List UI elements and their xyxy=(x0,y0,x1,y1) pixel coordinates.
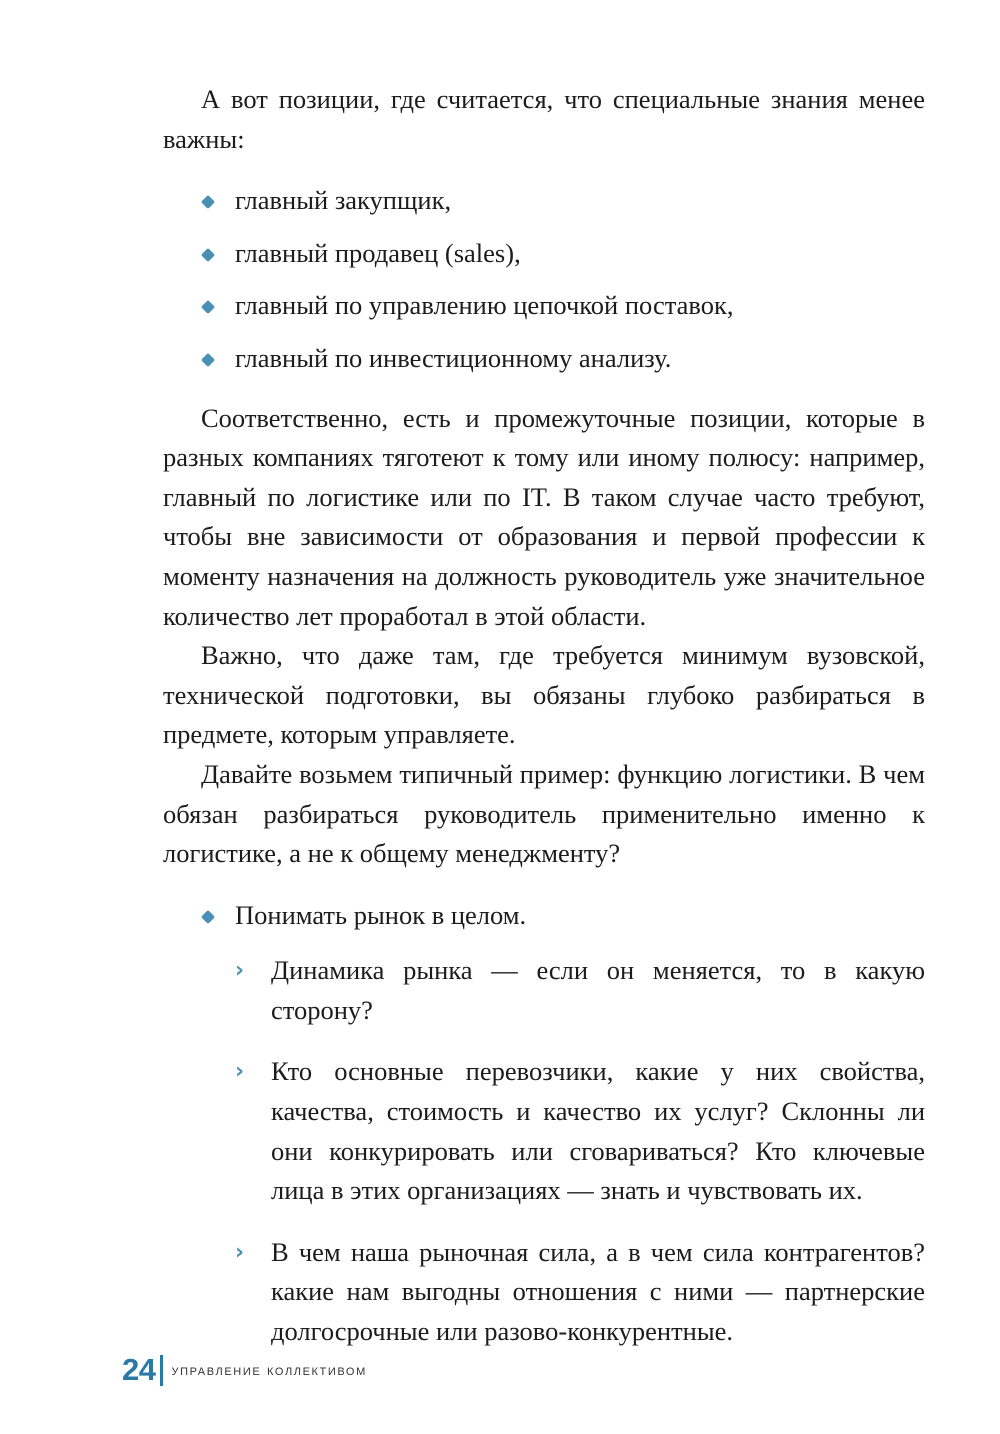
list-item-text: главный по управлению цепочкой поставок, xyxy=(235,290,734,321)
list-item xyxy=(163,896,925,1352)
chevron-right-icon: › xyxy=(235,1059,245,1085)
diamond-bullet-icon xyxy=(201,248,215,262)
list-item xyxy=(163,339,925,379)
body-paragraph: Давайте возьмем типичный пример: функцию логистики. В чем обязан разбираться руководитель применительно именно к логистике, а не к общему менеджменту? xyxy=(163,758,925,869)
body-paragraph: Соответственно, есть и промежуточные позиции, которые в разных компаниях тяготеют к тому или иному полюсу: например, главный по логистике или по IT. В таком случае часто требуют, чтобы вне зависимости от образования и первой профессии к моменту назначения на должность руководитель уже значительное количество лет проработал в этой области. xyxy=(163,402,925,631)
sub-list xyxy=(235,951,925,1351)
diamond-bullet-icon xyxy=(201,300,215,314)
sub-list-item xyxy=(163,1233,925,1352)
list-item-text: главный продавец (sales), xyxy=(235,237,521,268)
list-item-text: Понимать рынок в целом. xyxy=(235,899,527,930)
running-head: управление коллективом xyxy=(171,1361,367,1379)
sub-list-item xyxy=(163,951,925,1030)
list-item xyxy=(163,181,925,221)
intro-paragraph: А вот позиции, где считается, что специальные знания менее важны: xyxy=(163,84,925,154)
list-item xyxy=(163,234,925,274)
logistics-list xyxy=(163,896,925,1352)
sub-list-item-text: Кто основные перевозчики, какие у них свойства, качества, стоимость и качество их услуг? Склонны ли они конкурировать или сговариваться? Кто ключевые лица в этих организациях — знать и чувствовать их. xyxy=(271,1056,925,1206)
diamond-bullet-icon xyxy=(201,353,215,367)
list-item xyxy=(163,286,925,326)
diamond-bullet-icon xyxy=(201,910,215,924)
body-paragraph: Важно, что даже там, где требуется минимум вузовской, технической подготовки, вы обязаны глубоко разбираться в предмете, которым управляете. xyxy=(163,640,925,750)
sub-list-item-text: Динамика рынка — если он меняется, то в какую сторону? xyxy=(271,955,925,1025)
page-body xyxy=(163,80,925,1374)
page-number: 24 xyxy=(122,1352,156,1387)
diamond-bullet-icon xyxy=(201,195,215,209)
chevron-right-icon: › xyxy=(235,958,245,984)
chevron-right-icon: › xyxy=(235,1239,245,1265)
sub-list-item-text: В чем наша рыночная сила, а в чем сила контрагентов? какие нам выгодны отношения с ними — партнерские долгосрочные или разово-конкурентные. xyxy=(271,1236,925,1347)
list-item-text: главный закупщик, xyxy=(235,185,452,216)
footer-divider xyxy=(160,1355,163,1386)
sub-list-item xyxy=(163,1052,925,1210)
list-item-text: главный по инвестиционному анализу. xyxy=(235,342,672,373)
positions-list xyxy=(163,181,925,378)
page-footer xyxy=(122,1350,367,1390)
